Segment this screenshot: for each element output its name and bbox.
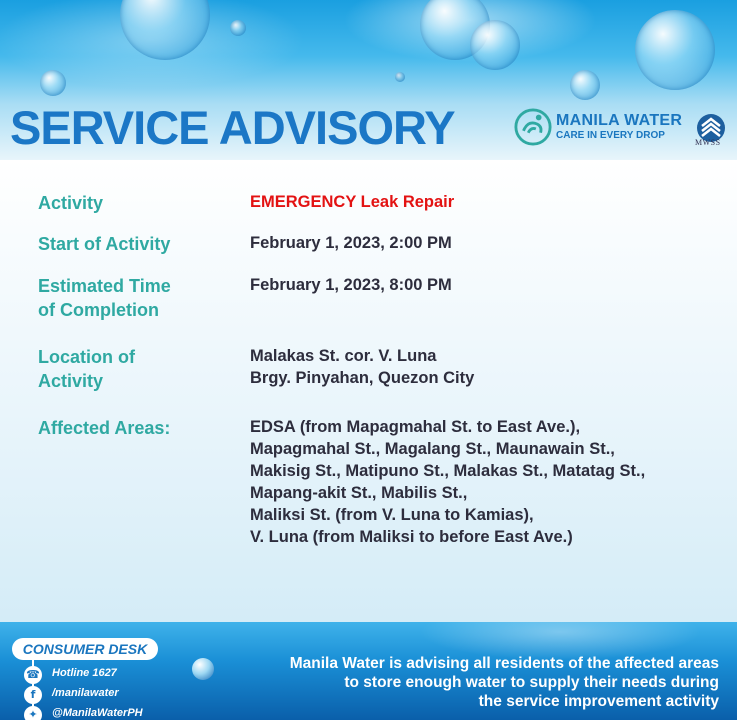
- header-banner: [0, 0, 737, 160]
- water-bubble-icon: [470, 20, 520, 70]
- location-label: [38, 345, 238, 393]
- location-line: Malakas St. cor. V. Luna: [250, 347, 437, 365]
- start-value: February 1, 2023, 2:00 PM: [250, 234, 452, 252]
- location-label-line: Location of: [38, 347, 135, 367]
- hotline-contact[interactable]: [24, 666, 184, 686]
- activity-label: Activity: [38, 193, 104, 213]
- page-title: SERVICE ADVISORY: [10, 101, 455, 154]
- affected-label: Affected Areas:: [38, 418, 171, 438]
- manila-water-logo: [512, 106, 737, 152]
- completion-label-line: Estimated Time: [38, 276, 171, 296]
- advisory-message: [199, 654, 719, 711]
- affected-line: Makisig St., Matipuno St., Malakas St., Matatag St.,: [250, 462, 646, 480]
- completion-value: February 1, 2023, 8:00 PM: [250, 276, 452, 294]
- location-value: [250, 345, 730, 389]
- hotline-text: Hotline 1627: [52, 667, 117, 679]
- water-bubble-icon: [570, 70, 600, 100]
- water-bubble-icon: [40, 70, 66, 96]
- advice-line: Manila Water is advising all residents of the affected areas: [289, 655, 719, 672]
- twitter-text: @ManilaWaterPH: [52, 707, 143, 719]
- water-bubble-icon: [635, 10, 715, 90]
- water-drop-logo-icon: [514, 108, 552, 146]
- advisory-panel: [0, 160, 737, 622]
- water-bubble-icon: [395, 72, 405, 82]
- logo-tagline: CARE IN EVERY DROP: [556, 130, 665, 141]
- consumer-desk-badge: CONSUMER DESK: [12, 638, 158, 660]
- logo-name: MANILA WATER: [556, 112, 683, 129]
- mwss-label: MWSS: [695, 138, 721, 147]
- affected-line: V. Luna (from Maliksi to before East Ave.): [250, 528, 573, 546]
- affected-line: Maliksi St. (from V. Luna to Kamias),: [250, 506, 534, 524]
- twitter-icon: ✦: [24, 706, 42, 720]
- location-line: Brgy. Pinyahan, Quezon City: [250, 369, 475, 387]
- activity-value: EMERGENCY Leak Repair: [250, 193, 455, 211]
- facebook-contact[interactable]: [24, 686, 184, 706]
- facebook-text: /manilawater: [52, 687, 119, 699]
- affected-line: Mapang-akit St., Mabilis St.,: [250, 484, 468, 502]
- facebook-icon: f: [24, 686, 42, 704]
- footer-banner: [0, 622, 737, 720]
- location-label-line: Activity: [38, 371, 104, 391]
- water-bubble-icon: [230, 20, 246, 36]
- affected-line: EDSA (from Mapagmahal St. to East Ave.),: [250, 418, 581, 436]
- twitter-contact[interactable]: [24, 706, 184, 720]
- advice-line: to store enough water to supply their needs during: [344, 674, 719, 691]
- start-label: Start of Activity: [38, 234, 171, 254]
- affected-line: Mapagmahal St., Magalang St., Maunawain St.,: [250, 440, 615, 458]
- completion-label-line: of Completion: [38, 300, 159, 320]
- water-bubble-icon: [120, 0, 210, 60]
- advice-line: the service improvement activity: [478, 693, 719, 710]
- affected-value: [250, 416, 730, 548]
- completion-label: [38, 274, 238, 322]
- phone-icon: ☎: [24, 666, 42, 684]
